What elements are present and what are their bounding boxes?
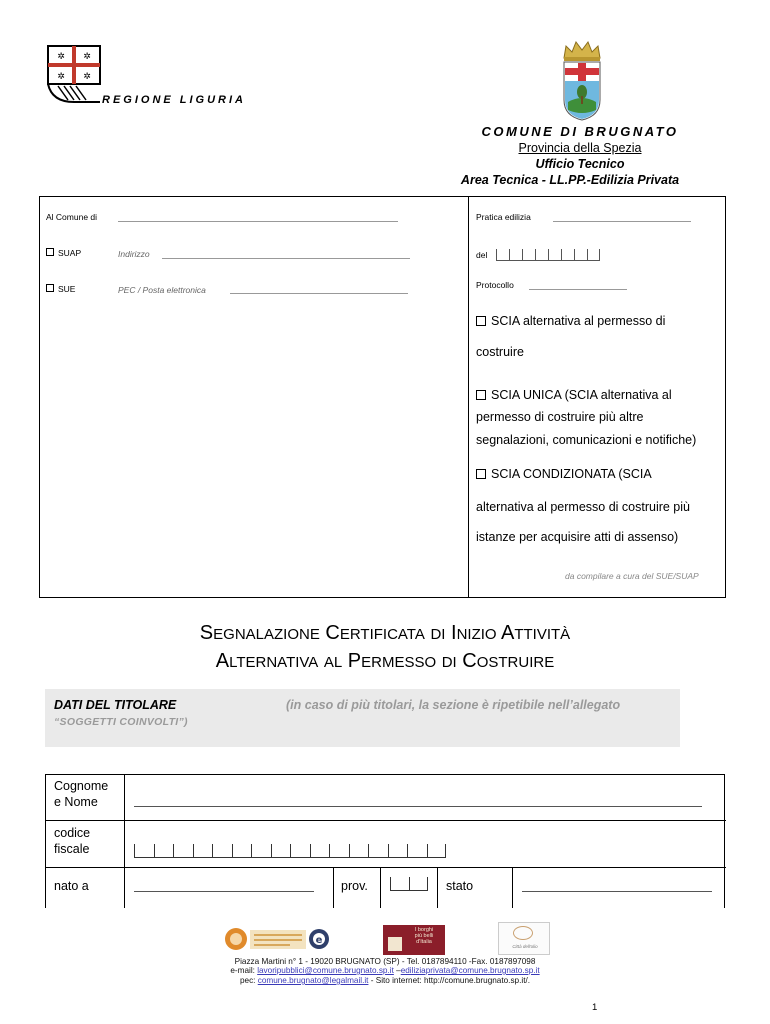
ufficio: Ufficio Tecnico: [535, 157, 625, 171]
svg-text:✲: ✲: [83, 72, 91, 82]
checkbox-icon[interactable]: [46, 284, 54, 292]
nato-field[interactable]: [134, 891, 314, 892]
email-link-edilizia-privata[interactable]: ediliziaprivata@comune.brugnato.sp.it: [400, 966, 540, 975]
svg-text:✲: ✲: [57, 72, 65, 82]
provincia: Provincia della Spezia: [518, 141, 642, 155]
suap-option[interactable]: [46, 248, 81, 258]
footer-email-line: e-mail: lavoripubblici@comune.brugnato.sp.it –ediliziaprivata@comune.brugnato.sp.it: [230, 966, 540, 975]
scia-condizionata-option[interactable]: [476, 466, 652, 482]
scia-condizionata-label-2: alternativa al permesso di costruire più: [476, 500, 690, 514]
scia-unica-label-3: segnalazioni, comunicazioni e notifiche): [476, 433, 697, 447]
scia-unica-option[interactable]: [476, 387, 672, 403]
scia-unica-label: SCIA UNICA (SCIA alternativa al: [491, 388, 672, 402]
scia-condizionata-label: SCIA CONDIZIONATA (SCIA: [491, 467, 652, 481]
document-title-line-2: ALTERNATIVA AL PERMESSO DI COSTRUIRE: [215, 650, 555, 672]
footer-logo-citta-olio: Città dell'olio: [498, 922, 550, 955]
section-title: DATI DEL TITOLARE: [54, 698, 177, 712]
al-comune-label: Al Comune di: [46, 212, 98, 222]
sue-option[interactable]: [46, 284, 75, 294]
email-link-lavori-pubblici[interactable]: lavoripubblici@comune.brugnato.sp.it: [257, 966, 394, 975]
indirizzo-label: Indirizzo: [118, 249, 150, 259]
cognome-label: Cognome e Nome: [54, 779, 109, 809]
footer-address: Piazza Martini n° 1 - 19020 BRUGNATO (SP) - Tel. 0187894110 -Fax. 0187897098: [234, 957, 536, 966]
region-name: REGIONE LIGURIA: [102, 94, 247, 106]
footer-logo-olive-oil-icon: [222, 926, 332, 953]
compile-note: da compilare a cura del SUE/SUAP: [565, 571, 699, 581]
checkbox-icon[interactable]: [476, 469, 486, 479]
stato-label: stato: [446, 879, 474, 893]
date-field[interactable]: [496, 248, 606, 262]
comune-crest-icon: [558, 40, 606, 122]
page-number: 1: [592, 1002, 598, 1013]
document-title-line-1: SEGNALAZIONE CERTIFICATA DI INIZIO ATTIVITÀ: [199, 622, 571, 644]
suap-label: SUAP: [58, 248, 82, 258]
prov-label: prov.: [341, 879, 368, 893]
nato-label: nato a: [54, 879, 89, 893]
protocollo-label: Protocollo: [476, 280, 514, 290]
svg-text:e: e: [315, 935, 323, 946]
section-note: (in caso di più titolari, la sezione è ripetibile nell’allegato: [286, 698, 621, 712]
svg-text:✲: ✲: [57, 52, 65, 62]
cognome-field[interactable]: [134, 806, 702, 807]
checkbox-icon[interactable]: [476, 316, 486, 326]
cf-label: codice fiscale: [54, 826, 91, 856]
sue-label: SUE: [58, 284, 76, 294]
al-comune-field[interactable]: [118, 221, 398, 222]
titolare-table: [45, 774, 725, 908]
checkbox-icon[interactable]: [476, 390, 486, 400]
scia-unica-label-2: permesso di costruire più altre: [476, 410, 644, 424]
pec-field[interactable]: [230, 293, 408, 294]
protocollo-field[interactable]: [529, 289, 627, 290]
footer-pec-line: pec: comune.brugnato@legalmail.it - Sito internet: http://comune.brugnato.sp.it/.: [239, 976, 531, 985]
codice-fiscale-field[interactable]: [134, 844, 446, 860]
footer-logo-borghi: I borghi più belli d'Italia: [383, 925, 445, 955]
pec-link[interactable]: comune.brugnato@legalmail.it: [257, 976, 369, 985]
scia-alternativa-option[interactable]: [476, 313, 665, 329]
pec-label: PEC / Posta elettronica: [118, 285, 206, 295]
pratica-label: Pratica edilizia: [476, 212, 531, 222]
scia-condizionata-label-3: istanze per acquisire atti di assenso): [476, 530, 679, 544]
regione-liguria-logo: [44, 44, 104, 106]
scia-alternativa-label: SCIA alternativa al permesso di: [491, 314, 666, 328]
box-divider: [468, 196, 469, 598]
prov-field[interactable]: [390, 877, 428, 893]
scia-alternativa-label-2: costruire: [476, 345, 524, 359]
pratica-field[interactable]: [553, 221, 691, 222]
checkbox-icon[interactable]: [46, 248, 54, 256]
svg-text:✲: ✲: [83, 52, 91, 62]
comune-header: [440, 124, 720, 188]
area: Area Tecnica - LL.PP.-Edilizia Privata: [460, 173, 680, 187]
section-note-2: “SOGGETTI COINVOLTI”): [54, 716, 188, 728]
indirizzo-field[interactable]: [162, 258, 410, 259]
stato-field[interactable]: [522, 891, 712, 892]
del-label: del: [476, 250, 488, 260]
comune-name: COMUNE DI BRUGNATO: [481, 124, 679, 139]
